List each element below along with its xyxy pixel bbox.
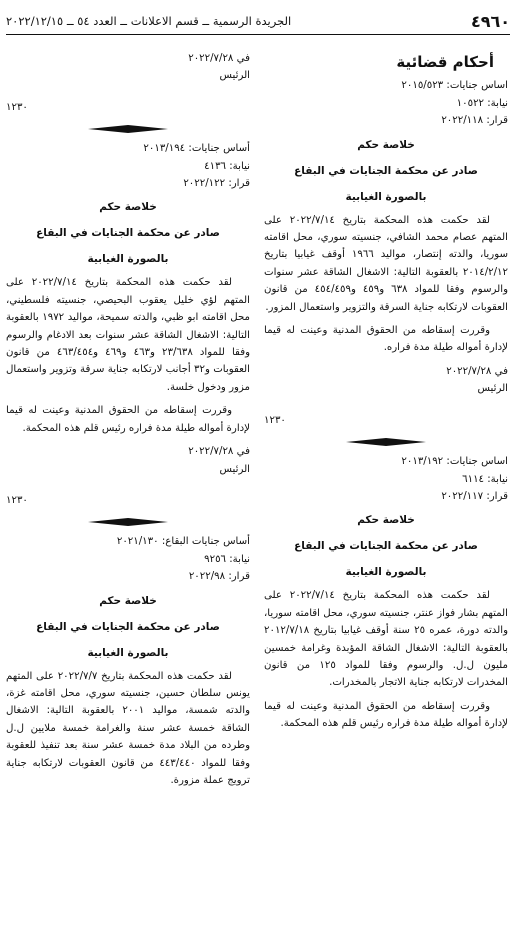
court-heading: صادر عن محكمة الجنايات في البقاع [294,540,478,553]
court-heading: صادر عن محكمة الجنايات في البقاع [294,164,478,177]
case-meta [6,533,250,585]
signature-title: الرئيس [477,383,508,395]
ruling-paragraph: لقد حكمت هذه المحكمة بتاريخ ٢٠٢٢/٧/٧ على المتهم يونس سلطان حسين، جنسيته سوري، محل اقامته غزة، والدته شمسة، مواليد ٢٠٠١ بالعقوبة التالية: الاشغال الشاقة خمسة عشر سنة والغرامة خمسة ملايين ل.ل وطرده من البلاد مدة خمسة عشر سنة بعد تنفيذ للعقوبة وفقا للمواد ٤٤٣/٤٤٠ من قانون العقوبات لارتكابه جناية ترويج عملة مزورة. [6,670,250,786]
absentia-heading: بالصورة الغيابية [87,253,169,266]
page-header [6,8,510,35]
section-title: أحكام قضائية [396,53,494,71]
right-column [264,42,508,733]
case-decision: قرار: ٢٠٢٢/١١٧ [441,490,508,502]
notice-number: ١٢٣٠ [6,494,28,506]
separator-ornament [6,517,250,527]
case-basis: أساس جنايات البقاع: ٢٠٢١/١٣٠ [116,536,250,548]
case-meta [264,453,508,505]
ruling-paragraph: وقررت إسقاطه من الحقوق المدنية وعينت له قيما لإدارة أمواله طيلة مدة فراره رئيس قلم هذه المحكمة. [6,405,250,434]
ruling-heading: خلاصة حكم [357,138,415,151]
left-column [6,42,250,789]
case-decision: قرار: ٢٠٢٢/٩٨ [188,571,250,583]
separator-ornament [264,437,508,447]
case-meta [6,140,250,192]
ruling-heading: خلاصة حكم [99,201,157,214]
separator-ornament [6,124,250,134]
case-prosecution: نيابة: ٩٢٥٦ [204,553,250,565]
absentia-heading: بالصورة الغيابية [87,646,169,659]
case-basis: أساس جنايات: ٢٠١٣/١٩٤ [143,143,250,155]
page-number: ٤٩٦٠ [470,11,510,31]
court-heading: صادر عن محكمة الجنايات في البقاع [36,227,220,240]
notice-number: ١٢٣٠ [264,414,286,426]
case-prosecution: نيابة: ٤١٣٦ [204,160,250,172]
notice-number: ١٢٣٠ [6,101,28,113]
header-title: الجريدة الرسمية ــ قسم الاعلانات ــ العدد ٥٤ ــ ٢٠٢٢/١٢/١٥ [6,14,292,28]
ruling-paragraph: لقد حكمت هذه المحكمة بتاريخ ٢٠٢٢/٧/١٤ على المتهم بشار فواز عنتر، جنسيته سوري، محل اقامته سوريا، والدته دورة، عمره ٢٥ سنة أوقف غيابيا بتاريخ ٢٠١٢/٧/١٨ بالعقوبة التالية: الاشغال الشاقة المؤبدة وغرامة خمسين مليون ل.ل. والرسوم وفقا للمواد ١٢٥ من قانون المخدرات لارتكابه جناية الاتجار بالمخدرات. [264,590,509,689]
signature-date: في ٢٠٢٢/٧/٢٨ [446,365,508,377]
case-prosecution: نيابة: ١٠٥٢٢ [456,97,508,109]
signature-title: الرئيس [219,463,250,475]
case-decision: قرار: ٢٠٢٢/١٢٢ [183,178,250,190]
signature-title: الرئيس [219,70,250,82]
ruling-paragraph: وقررت إسقاطه من الحقوق المدنية وعينت له قيما لإدارة أمواله طيلة مدة فراره. [264,325,508,354]
signature-date: في ٢٠٢٢/٧/٢٨ [188,446,250,458]
case-prosecution: نيابة: ٦١١٤ [462,473,508,485]
ruling-heading: خلاصة حكم [99,594,157,607]
absentia-heading: بالصورة الغيابية [345,566,427,579]
court-heading: صادر عن محكمة الجنايات في البقاع [36,620,220,633]
ruling-paragraph: لقد حكمت هذه المحكمة بتاريخ ٢٠٢٢/٧/١٤ على المتهم عصام محمد الشافي، جنسيته سوري، محل اقامته سوريا، والدته إنتصار، مواليد ١٩٦٦ أوقف غيابيا بتاريخ ٢٠١٤/٢/١٢ بالعقوبة التالية: الاشغال الشاقة عشر سنوات والرسوم وفقا للمواد ٦٣٨ و٤٥٩ و٤٥٤/٤٥٩ من قانون العقوبات لارتكابه جناية السرقة والتزوير واستعمال المزور. [264,214,508,313]
absentia-heading: بالصورة الغيابية [345,190,427,203]
ruling-heading: خلاصة حكم [357,514,415,527]
ruling-paragraph: وقررت إسقاطه من الحقوق المدنية وعينت له قيما لإدارة أمواله طيلة مدة فراره رئيس قلم هذه المحكمة. [264,700,508,730]
ruling-paragraph: لقد حكمت هذه المحكمة بتاريخ ٢٠٢٢/٧/١٤ على المتهم لؤي خليل يعقوب البحيصي، جنسيته فلسطيني، محل اقامته ابو ظبي، والدته سميحة، مواليد ١٩٧٢ بالعقوبة التالية: الاشغال الشاقة عشر سنوات بعد الادغام والرسوم وفقا للمواد ٢٣/٦٣٨ و٤٦٣ و٤٦٩ و٤٦٣/٤٥٤ من قانون العقوبات و٣٢ أجانب لارتكابه جناية سرقة وتزوير واستعمال مزور ودخول خلسة. [6,277,250,393]
case-basis: اساس جنايات: ٢٠١٣/١٩٢ [401,456,508,468]
case-meta [264,77,508,129]
case-basis: اساس جنايات: ٢٠١٥/٥٢٣ [401,80,508,92]
case-decision: قرار: ٢٠٢٢/١١٨ [441,115,508,127]
signature-date: في ٢٠٢٢/٧/٢٨ [188,53,250,64]
